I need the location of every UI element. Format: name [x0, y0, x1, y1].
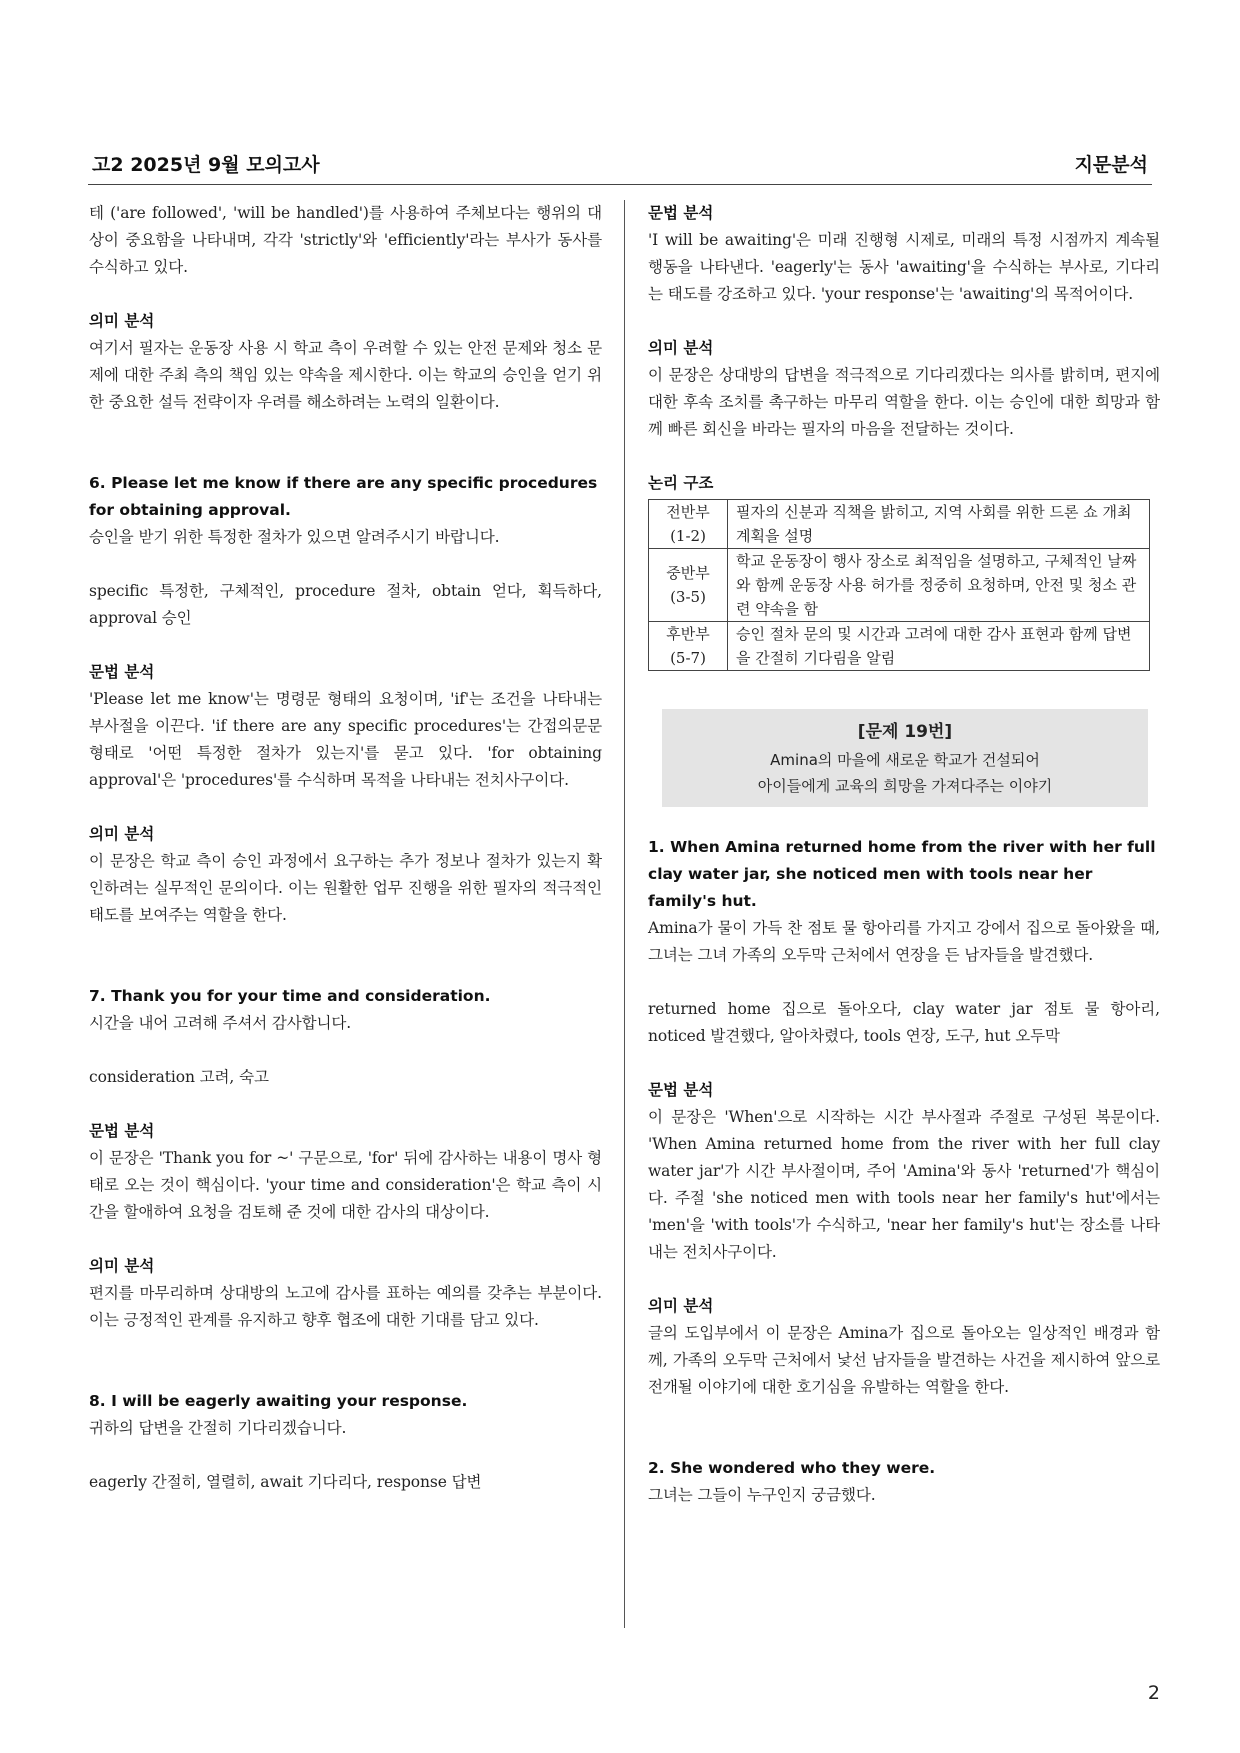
- problem-summary-line-1: Amina의 마을에 새로운 학교가 건설되어: [770, 751, 1040, 769]
- sentence-6: 6. Please let me know if there are any specific procedures for obtaining approval.: [89, 474, 598, 519]
- sentence-7: 7. Thank you for your time and consideration.: [89, 987, 491, 1005]
- vocab-8: eagerly 간절히, 열렬히, await 기다리다, response 답변: [89, 1473, 482, 1491]
- grammar-heading: 문법 분석: [648, 204, 714, 222]
- logic-desc-cell: 필자의 신분과 직책을 밝히고, 지역 사회를 위한 드론 쇼 개최 계획을 설명: [728, 500, 1150, 549]
- sentence-8: 8. I will be eagerly awaiting your response.: [89, 1392, 468, 1410]
- meaning-8: 이 문장은 상대방의 답변을 적극적으로 기다리겠다는 의사를 밝히며, 편지에 대한 후속 조치를 촉구하는 마무리 역할을 한다. 이는 승인에 대한 희망과 함께 빠른 회신을 바라는 필자의 마음을 전달하는 것이다.: [648, 366, 1160, 438]
- translation-6: 승인을 받기 위한 특정한 절차가 있으면 알려주시기 바랍니다.: [89, 528, 500, 546]
- meaning-text: 여기서 필자는 운동장 사용 시 학교 측이 우려할 수 있는 안전 문제와 청소 문제에 대한 주최 측의 책임 있는 약속을 제시한다. 이는 학교의 승인을 얻기 위한 중요한 설득 전략이자 우려를 해소하려는 노력의 일환이다.: [89, 339, 602, 411]
- grammar-heading: 문법 분석: [648, 1081, 714, 1099]
- translation-2: 그녀는 그들이 누구인지 궁금했다.: [648, 1486, 876, 1504]
- column-divider: [624, 200, 625, 1628]
- right-column: [648, 200, 1160, 1509]
- translation-1: Amina가 물이 가득 찬 점토 물 항아리를 가지고 강에서 집으로 돌아왔을 때, 그녀는 그녀 가족의 오두막 근처에서 연장을 든 남자들을 발견했다.: [648, 919, 1160, 964]
- section-title: 지문분석: [1074, 154, 1148, 176]
- logic-desc-cell: 학교 운동장이 행사 장소로 최적임을 설명하고, 구체적인 날짜와 함께 운동장 사용 허가를 정중히 요청하며, 안전 및 청소 관련 약속을 함: [728, 549, 1150, 622]
- sentence-1: 1. When Amina returned home from the river with her full clay water jar, she noticed men with tools near her family's hut.: [648, 838, 1156, 910]
- logic-desc-cell: 승인 절차 문의 및 시간과 고려에 대한 감사 표현과 함께 답변을 간절히 기다림을 알림: [728, 622, 1150, 671]
- vocab-6: specific 특정한, 구체적인, procedure 절차, obtain 얻다, 획득하다, approval 승인: [89, 582, 602, 627]
- page-number: 2: [1147, 1682, 1160, 1704]
- meaning-heading: 의미 분석: [648, 1297, 714, 1315]
- meaning-heading: 의미 분석: [89, 825, 155, 843]
- continued-grammar-text: 테 ('are followed', 'will be handled')를 사용하여 주체보다는 행위의 대상이 중요함을 나타내며, 각각 'strictly'와 'efficiently'라는 부사가 동사를 수식하고 있다.: [89, 204, 602, 276]
- problem-summary-line-2: 아이들에게 교육의 희망을 가져다주는 이야기: [757, 777, 1053, 795]
- table-row: [649, 622, 1150, 671]
- sentence-2: 2. She wondered who they were.: [648, 1459, 936, 1477]
- grammar-6: 'Please let me know'는 명령문 형태의 요청이며, 'if'는 조건을 나타내는 부사절을 이끈다. 'if there are any specific procedures'는 간접의문문 형태로 '어떤 특정한 절차가 있는지'를 묻고 있다. 'for obtaining approval'은 'procedures'를 수식하며 목적을 나타내는 전치사구이다.: [89, 690, 602, 789]
- page-header: [88, 146, 1152, 185]
- grammar-1: 이 문장은 'When'으로 시작하는 시간 부사절과 주절로 구성된 복문이다. 'When Amina returned home from the river with her full clay water jar'가 시간 부사절이며, 주어 'Amina'와 동사 'returned'가 핵심이다. 주절 'she noticed men with tools near her family's hut'에서는 'men'을 'with tools'가 수식하고, 'near her family's hut'는 장소를 나타내는 전치사구이다.: [648, 1108, 1160, 1261]
- vocab-7: consideration 고려, 숙고: [89, 1068, 269, 1086]
- vocab-1: returned home 집으로 돌아오다, clay water jar 점토 물 항아리, noticed 발견했다, 알아차렸다, tools 연장, 도구, hut 오두막: [648, 1000, 1160, 1045]
- grammar-heading: 문법 분석: [89, 663, 155, 681]
- exam-title: 고2 2025년 9월 모의고사: [92, 154, 320, 176]
- problem-title: [문제 19번]: [857, 722, 953, 742]
- meaning-heading: 의미 분석: [89, 1257, 155, 1275]
- logic-structure-table: [648, 499, 1150, 671]
- left-column: [89, 200, 602, 1496]
- translation-7: 시간을 내어 고려해 주셔서 감사합니다.: [89, 1014, 352, 1032]
- logic-heading: 논리 구조: [648, 474, 714, 492]
- translation-8: 귀하의 답변을 간절히 기다리겠습니다.: [89, 1419, 347, 1437]
- logic-part-cell: 전반부 (1-2): [649, 500, 728, 549]
- grammar-7: 이 문장은 'Thank you for ~' 구문으로, 'for' 뒤에 감사하는 내용이 명사 형태로 오는 것이 핵심이다. 'your time and consideration'은 학교 측이 시간을 할애하여 요청을 검토해 준 것에 대한 감사의 대상이다.: [89, 1149, 602, 1221]
- meaning-7: 편지를 마무리하며 상대방의 노고에 감사를 표하는 예의를 갖추는 부분이다. 이는 긍정적인 관계를 유지하고 향후 협조에 대한 기대를 담고 있다.: [89, 1284, 602, 1329]
- meaning-heading: 의미 분석: [89, 312, 155, 330]
- problem-box: [662, 709, 1148, 807]
- grammar-heading: 문법 분석: [89, 1122, 155, 1140]
- meaning-heading: 의미 분석: [648, 339, 714, 357]
- logic-part-cell: 후반부 (5-7): [649, 622, 728, 671]
- meaning-6: 이 문장은 학교 측이 승인 과정에서 요구하는 추가 정보나 절차가 있는지 확인하려는 실무적인 문의이다. 이는 원활한 업무 진행을 위한 필자의 적극적인 태도를 보여주는 역할을 한다.: [89, 852, 602, 924]
- table-row: [649, 549, 1150, 622]
- logic-part-cell: 중반부 (3-5): [649, 549, 728, 622]
- table-row: [649, 500, 1150, 549]
- meaning-1: 글의 도입부에서 이 문장은 Amina가 집으로 돌아오는 일상적인 배경과 함께, 가족의 오두막 근처에서 낯선 남자들을 발견하는 사건을 제시하여 앞으로 전개될 이야기에 대한 호기심을 유발하는 역할을 한다.: [648, 1324, 1160, 1396]
- grammar-8: 'I will be awaiting'은 미래 진행형 시제로, 미래의 특정 시점까지 계속될 행동을 나타낸다. 'eagerly'는 동사 'awaiting'을 수식하는 부사로, 기다리는 태도를 강조하고 있다. 'your response'는 'awaiting'의 목적어이다.: [648, 231, 1160, 303]
